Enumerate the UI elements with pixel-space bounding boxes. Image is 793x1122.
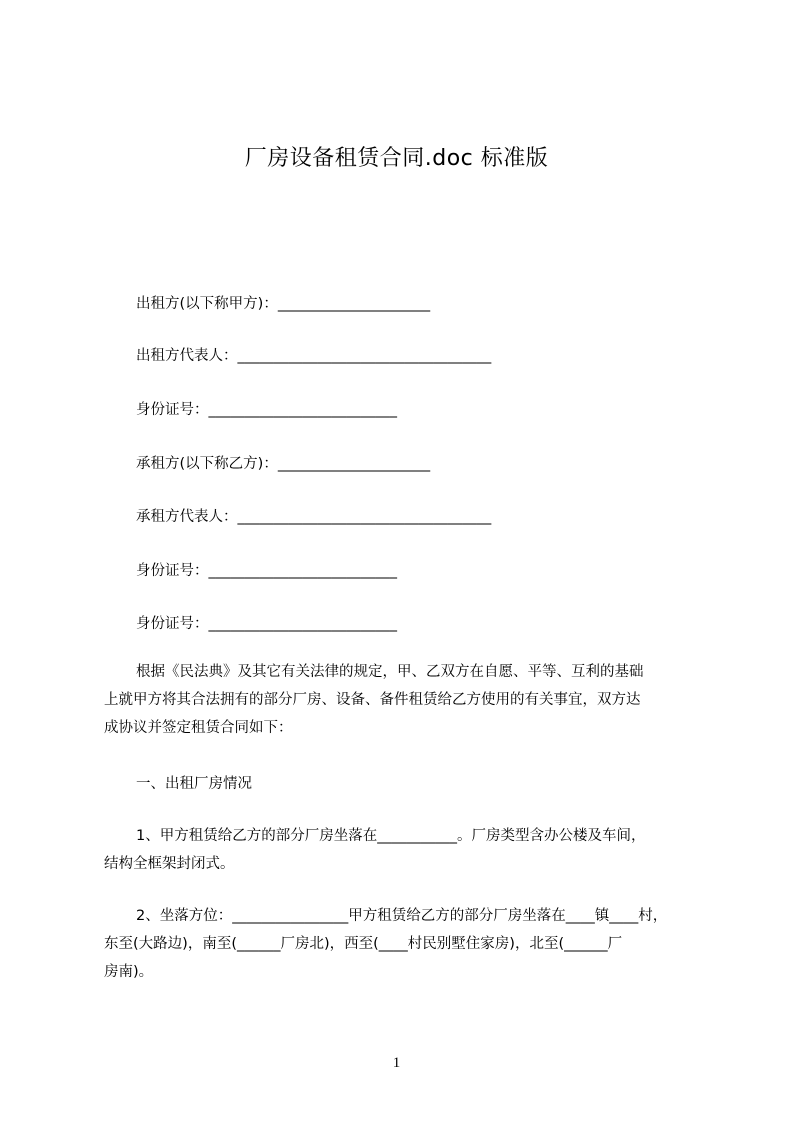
intro-paragraph [104, 658, 704, 742]
extra-id-field: 身份证号：__________________________ [136, 616, 397, 632]
clause-2-line-1: 2、坐落方位：________________甲方租赁给乙方的部分厂房坐落在____镇____村， [136, 908, 668, 924]
lessee-representative-field: 承租方代表人：___________________________________ [136, 509, 492, 525]
clause-2-line-3: 房南)。 [104, 964, 154, 980]
document-title: 厂房设备租赁合同.doc 标准版 [244, 146, 549, 171]
intro-line-3: 成协议并签定租赁合同如下： [104, 720, 293, 736]
clause-1 [104, 822, 704, 878]
clause-2 [104, 902, 704, 986]
section-heading: 一、出租厂房情况 [136, 776, 252, 792]
lessee-field: 承租方(以下称乙方)：_____________________ [136, 456, 431, 472]
clause-2-line-2: 东至(大路边)，南至(______厂房北)，西至(____村民别墅住家房)，北至(______厂 [104, 936, 623, 952]
clause-1-line-2: 结构全框架封闭式。 [104, 856, 235, 872]
intro-line-1: 根据《民法典》及其它有关法律的规定，甲、乙双方在自愿、平等、互利的基础 [136, 664, 644, 680]
lessee-id-field: 身份证号：__________________________ [136, 563, 397, 579]
lessor-representative-field: 出租方代表人：___________________________________ [136, 348, 492, 364]
lessor-field: 出租方(以下称甲方)：_____________________ [136, 296, 431, 312]
intro-line-2: 上就甲方将其合法拥有的部分厂房、设备、备件租赁给乙方使用的有关事宜，双方达 [104, 692, 641, 708]
page-number: 1 [392, 1055, 401, 1071]
lessor-id-field: 身份证号：__________________________ [136, 402, 397, 418]
clause-1-line-1: 1、甲方租赁给乙方的部分厂房坐落在___________。厂房类型含办公楼及车间， [136, 828, 646, 844]
